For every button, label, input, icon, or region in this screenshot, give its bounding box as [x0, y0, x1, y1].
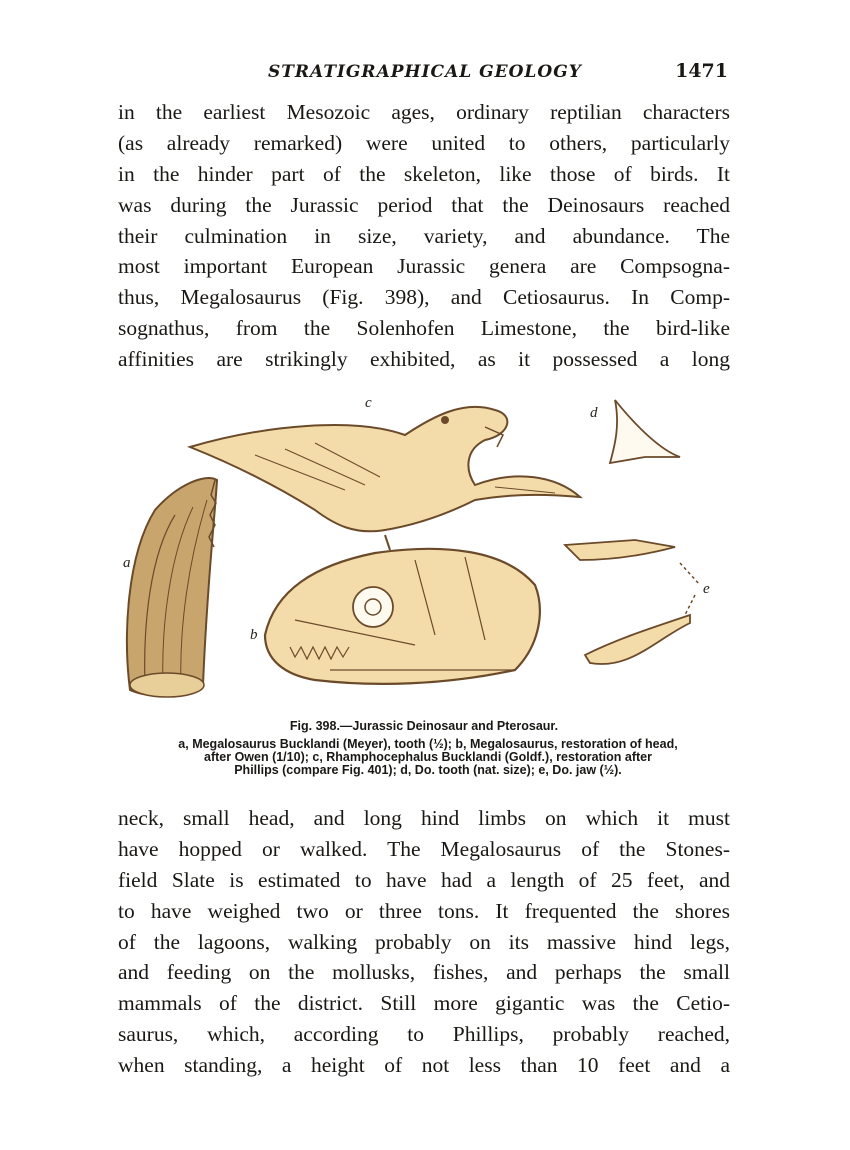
figure-398 — [115, 385, 735, 710]
page-header — [118, 60, 730, 90]
page-number: 1471 — [675, 60, 728, 82]
text-line: field Slate is estimated to have had a length of 25 feet, and — [118, 867, 730, 892]
megalosaurus-tooth-illustration — [127, 478, 217, 697]
text-line: most important European Jurassic genera are Compsogna- — [118, 254, 730, 279]
text-line: their culmination in size, variety, and abundance. The — [118, 223, 730, 248]
text-line: to have weighed two or three tons. It frequented the shores — [118, 898, 730, 923]
figure-caption-title: Fig. 398.—Jurassic Deinosaur and Pterosaur. — [289, 719, 559, 733]
caption-line: a, Megalosaurus Bucklandi (Meyer), tooth (½); b, Megalosaurus, restoration of head, — [178, 737, 678, 751]
paragraph-top — [118, 97, 730, 375]
figure-label-e: e — [703, 581, 710, 597]
text-line: in the hinder part of the skeleton, like those of birds. It — [118, 161, 730, 186]
megalosaurus-skull-illustration — [265, 549, 540, 684]
text-line: have hopped or walked. The Megalosaurus of the Stones- — [118, 836, 730, 861]
figure-label-b: b — [250, 627, 258, 643]
text-line: when standing, a height of not less than 10 feet and a — [118, 1053, 730, 1078]
text-line: and feeding on the mollusks, fishes, and perhaps the small — [118, 960, 730, 985]
caption-line: after Owen (1/10); c, Rhamphocephalus Bucklandi (Goldf.), restoration after — [204, 750, 652, 764]
running-head: STRATIGRAPHICAL GEOLOGY — [268, 62, 582, 82]
figure-caption-body — [133, 738, 723, 777]
paragraph-bottom — [118, 803, 730, 1081]
small-tooth-illustration — [610, 400, 680, 463]
text-line: in the earliest Mesozoic ages, ordinary reptilian characters — [118, 100, 730, 124]
caption-line: Phillips (compare Fig. 401); d, Do. tooth (nat. size); e, Do. jaw (½). — [234, 763, 622, 777]
text-line: was during the Jurassic period that the Deinosaurs reached — [118, 192, 730, 217]
pterosaur-illustration — [190, 407, 580, 550]
text-line: of the lagoons, walking probably on its massive hind legs, — [118, 929, 730, 954]
figure-label-c: c — [365, 395, 372, 411]
text-line: mammals of the district. Still more gigantic was the Cetio- — [118, 991, 730, 1016]
text-line: (as already remarked) were united to others, particularly — [118, 130, 730, 155]
figure-label-a: a — [123, 555, 131, 571]
text-line: saurus, which, according to Phillips, probably reached, — [118, 1022, 730, 1047]
text-line: neck, small head, and long hind limbs on which it must — [118, 806, 730, 830]
figure-illustration — [115, 385, 735, 710]
megalosaurus-jaw-illustration — [565, 540, 700, 664]
text-line: sognathus, from the Solenhofen Limestone, the bird-like — [118, 316, 730, 341]
text-line: affinities are strikingly exhibited, as it possessed a long — [118, 347, 730, 372]
text-line: thus, Megalosaurus (Fig. 398), and Cetiosaurus. In Comp- — [118, 285, 730, 310]
figure-label-d: d — [590, 405, 598, 421]
